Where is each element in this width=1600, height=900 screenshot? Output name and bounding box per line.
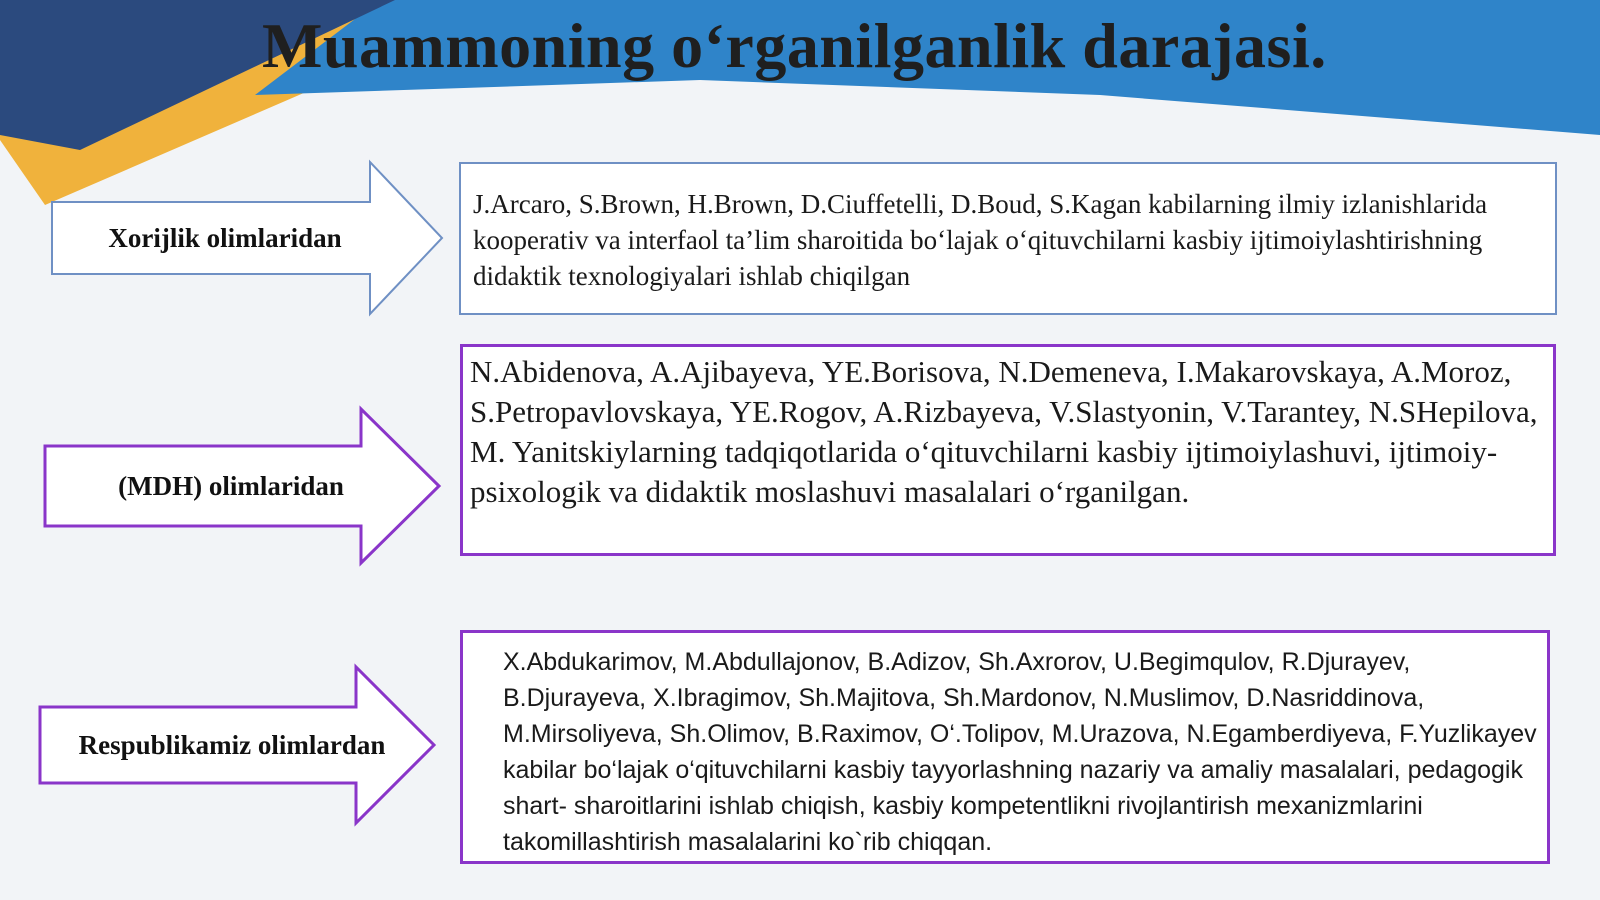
arrow-cis-scholars [43,407,441,565]
arrow-label-foreign: Xorijlik olimlaridan [108,222,342,253]
text-box-foreign: J.Arcaro, S.Brown, H.Brown, D.Ciuffetelli, D.Boud, S.Kagan kabilarning ilmiy izlanishlarida kooperativ va interfaol ta’lim sharoitida bo‘lajak o‘qituvchilarni kasbiy ijtimoiylashtirishning didaktik texnologiyalari ishlab chiqilgan [459,162,1557,315]
arrow-foreign-scholars [50,160,442,316]
slide-title: Muammoning o‘rganilganlik darajasi. [262,10,1327,81]
text-box-cis: N.Abidenova, A.Ajibayeva, YE.Borisova, N.Demeneva, I.Makarovskaya, A.Moroz, S.Petropavlovskaya, YE.Rogov, A.Rizbayeva, V.Slastyonin, V.Tarantey, N.SHepilova, M. Yanitskiylarning tadqiqotlarida o‘qituvchilarni kasbiy ijtimoiylashuvi, ijtimoiy-psixologik va didaktik moslashuvi masalalari o‘rganilgan. [460,344,1556,556]
text-box-republic: X.Abdukarimov, M.Abdullajonov, B.Adizov, Sh.Axrorov, U.Begimqulov, R.Djurayev, B.Djurayeva, X.Ibragimov, Sh.Majitova, Sh.Mardonov, N.Muslimov, D.Nasriddinova, M.Mirsoliyeva, Sh.Olimov, B.Raximov, O‘.Tolipov, M.Urazova, N.Egamberdiyeva, F.Yuzlikayev kabilar bo‘lajak o‘qituvchilarni kasbiy tayyorlashning nazariy va amaliy masalalari, pedagogik shart- sharoitlarini ishlab chiqish, kasbiy kompetentlikni rivojlantirish mexanizmlarini takomillashtirish masalalarini ko`rib chiqqan. [460,630,1550,864]
arrow-label-republic: Respublikamiz olimlardan [78,729,386,760]
arrow-republic-scholars [38,665,436,825]
arrow-label-cis: (MDH) olimlaridan [118,470,344,501]
